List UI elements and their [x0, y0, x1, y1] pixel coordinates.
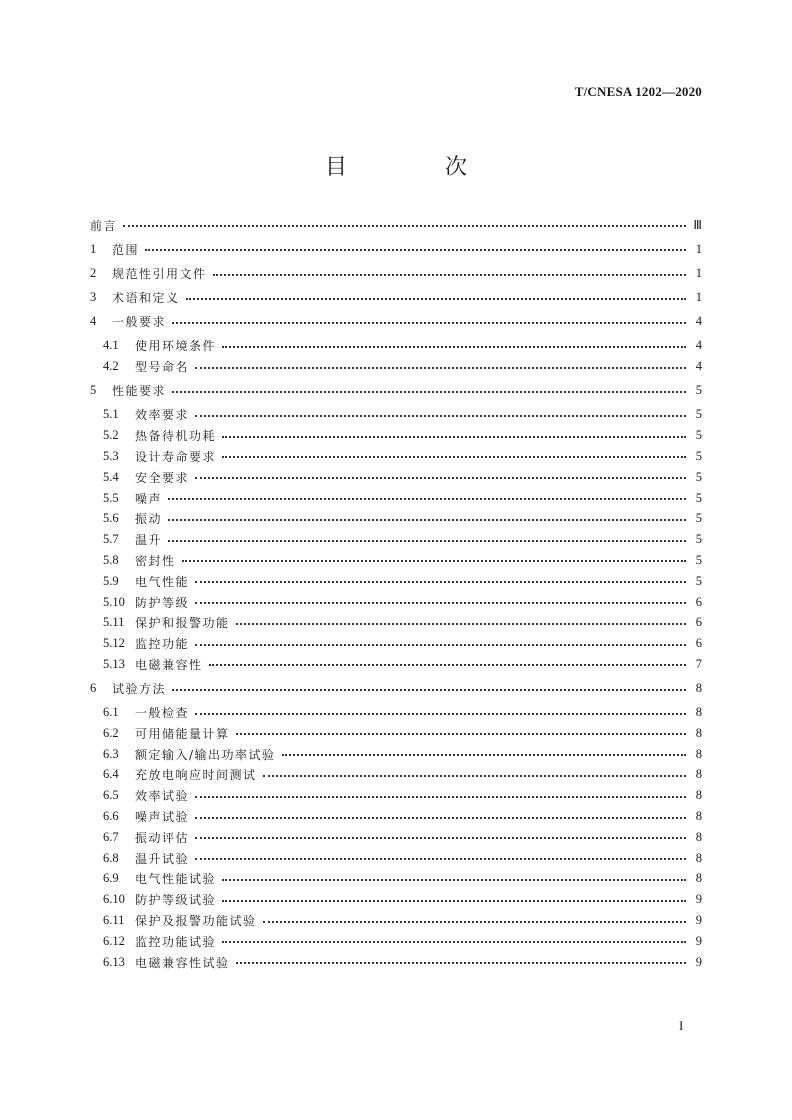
toc-entry-number: 6.9	[103, 871, 119, 886]
toc-dot-leader	[182, 560, 686, 562]
toc-entry-title: 电气性能试验	[135, 872, 217, 887]
toc-entry[interactable]	[90, 702, 702, 723]
toc-entry-number: 6.10	[103, 892, 125, 907]
toc-dot-leader	[195, 817, 686, 819]
toc-entry-number: 6	[90, 681, 97, 695]
toc-entry-number: 5	[90, 383, 97, 398]
toc-entry-number: 1	[90, 241, 97, 256]
toc-dot-leader	[195, 837, 686, 839]
toc-entry-page: 5	[695, 532, 702, 547]
toc-entry-number: 5.6	[103, 511, 119, 526]
toc-entry-title: 保护和报警功能	[135, 616, 230, 631]
toc-entry-page: 5	[695, 469, 702, 484]
toc-entry[interactable]	[90, 529, 702, 550]
toc-entry-number: 5.9	[103, 573, 119, 588]
toc-entry-page: 7	[695, 656, 702, 671]
page-number: I	[679, 1018, 684, 1033]
toc-entry-page: 8	[695, 746, 702, 761]
toc-entry[interactable]	[90, 287, 702, 308]
toc-dot-leader	[168, 498, 686, 500]
toc-entry[interactable]	[90, 827, 702, 848]
toc-entry[interactable]	[90, 612, 702, 633]
toc-entry-title: 术语和定义	[112, 291, 180, 306]
toc-entry[interactable]	[90, 425, 702, 446]
toc-entry-title: 安全要求	[135, 470, 190, 485]
toc-entry[interactable]	[90, 311, 702, 332]
toc-dot-leader	[209, 664, 686, 666]
toc-entry-page: 5	[695, 552, 702, 567]
toc-entry-title: 密封性	[135, 553, 176, 568]
toc-entry-page: 8	[695, 725, 702, 740]
toc-entry-page: 5	[695, 490, 702, 505]
toc-entry-page: 8	[695, 788, 702, 803]
toc-entry-title: 可用储能量计算	[135, 726, 230, 741]
toc-entry-title: 一般要求	[112, 315, 167, 330]
toc-dot-leader	[172, 391, 686, 393]
toc-entry-page: 8	[695, 705, 702, 720]
toc-entry-page: 9	[695, 913, 702, 928]
toc-entry-page: 9	[695, 933, 702, 948]
toc-entry-title: 温升试验	[135, 851, 190, 866]
toc-dot-leader	[263, 921, 686, 923]
table-of-contents	[90, 215, 702, 973]
toc-entry-title: 试验方法	[112, 682, 167, 696]
toc-dot-leader	[222, 941, 686, 943]
toc-entry-title: 规范性引用文件	[112, 267, 207, 282]
toc-entry[interactable]	[90, 467, 702, 488]
toc-entry-title: 性能要求	[112, 384, 167, 399]
toc-entry-page: 6	[695, 594, 702, 609]
toc-entry-number: 5.1	[103, 407, 119, 422]
toc-entry[interactable]	[90, 239, 702, 260]
toc-entry[interactable]	[90, 910, 702, 931]
toc-entry[interactable]	[90, 785, 702, 806]
toc-entry[interactable]	[90, 508, 702, 529]
toc-dot-leader	[222, 436, 686, 438]
toc-dot-leader	[222, 456, 686, 458]
toc-dot-leader	[123, 225, 686, 227]
toc-dot-leader	[222, 346, 686, 348]
toc-dot-leader	[172, 689, 686, 691]
toc-entry-title: 温升	[135, 533, 163, 548]
toc-dot-leader	[195, 713, 686, 715]
toc-entry-page: 1	[695, 266, 702, 281]
toc-entry[interactable]	[90, 723, 702, 744]
toc-entry-title: 效率试验	[135, 789, 190, 804]
toc-entry-number: 2	[90, 266, 97, 281]
toc-entry[interactable]	[90, 263, 702, 284]
toc-entry-title: 使用环境条件	[135, 339, 217, 354]
toc-entry-page: 5	[695, 511, 702, 526]
toc-entry[interactable]	[90, 952, 702, 973]
toc-entry-number: 5.3	[103, 448, 119, 463]
toc-dot-leader	[236, 623, 686, 625]
toc-entry[interactable]	[90, 215, 702, 236]
toc-entry-title: 额定输入/输出功率试验	[135, 747, 276, 762]
toc-entry[interactable]	[90, 550, 702, 571]
toc-dot-leader	[195, 415, 686, 417]
toc-entry[interactable]	[90, 806, 702, 827]
toc-entry-title: 防护等级试验	[135, 893, 217, 908]
toc-entry-number: 6.3	[103, 746, 119, 761]
toc-dot-leader	[282, 754, 686, 756]
toc-entry-title: 监控功能试验	[135, 934, 217, 949]
toc-entry-title: 设计寿命要求	[135, 449, 217, 464]
toc-dot-leader	[195, 477, 686, 479]
toc-dot-leader	[145, 249, 686, 251]
toc-dot-leader	[195, 858, 686, 860]
toc-entry-title: 电磁兼容性试验	[135, 955, 230, 970]
toc-dot-leader	[172, 322, 686, 324]
toc-entry-number: 6.13	[103, 954, 125, 969]
toc-entry-page: 5	[695, 407, 702, 422]
toc-entry[interactable]	[90, 931, 702, 952]
toc-entry[interactable]	[90, 446, 702, 467]
toc-entry-page: 1	[695, 290, 702, 305]
toc-entry-page: 5	[695, 448, 702, 463]
toc-entry-title: 保护及报警功能试验	[135, 914, 257, 929]
toc-entry-title: 振动评估	[135, 830, 190, 845]
toc-entry-number: 6.11	[103, 913, 125, 928]
toc-entry-number: 5.12	[103, 636, 125, 651]
toc-dot-leader	[236, 962, 686, 964]
toc-entry[interactable]	[90, 654, 702, 675]
toc-entry-number: 5.13	[103, 656, 125, 671]
toc-entry[interactable]	[90, 869, 702, 890]
toc-entry-page: 9	[695, 954, 702, 969]
toc-entry-number: 3	[90, 290, 97, 305]
toc-dot-leader	[168, 519, 686, 521]
toc-dot-leader	[195, 581, 686, 583]
toc-entry-title: 噪声	[135, 491, 163, 506]
toc-entry-page: 5	[695, 573, 702, 588]
toc-dot-leader	[263, 775, 686, 777]
toc-dot-leader	[213, 274, 686, 276]
toc-entry-page: 8	[695, 871, 702, 886]
toc-entry-number: 6.7	[103, 829, 119, 844]
toc-entry-number: 5.2	[103, 428, 119, 443]
toc-entry[interactable]	[90, 356, 702, 377]
toc-entry-page: 8	[695, 809, 702, 824]
toc-dot-leader	[195, 796, 686, 798]
toc-entry-number: 5.8	[103, 552, 119, 567]
toc-entry-page: Ⅲ	[693, 218, 702, 233]
toc-entry-number: 6.5	[103, 788, 119, 803]
toc-dot-leader	[236, 733, 686, 735]
toc-dot-leader	[222, 900, 686, 902]
toc-dot-leader	[222, 879, 686, 881]
toc-entry-number: 6.2	[103, 725, 119, 740]
toc-entry-title: 前言	[90, 218, 118, 233]
toc-entry-title: 监控功能	[135, 637, 190, 652]
toc-entry-title: 电磁兼容性	[135, 657, 203, 672]
toc-entry-page: 8	[695, 767, 702, 782]
toc-entry-page: 6	[695, 615, 702, 630]
toc-entry-number: 5.4	[103, 469, 119, 484]
toc-entry[interactable]	[90, 404, 702, 425]
toc-entry-title: 充放电响应时间测试	[135, 768, 257, 783]
toc-entry-page: 5	[695, 383, 702, 398]
toc-entry-page: 4	[695, 338, 702, 353]
toc-entry[interactable]	[90, 744, 702, 765]
toc-entry[interactable]	[90, 571, 702, 592]
toc-entry[interactable]	[90, 633, 702, 654]
toc-entry-page: 4	[695, 314, 702, 329]
toc-entry-title: 热备待机功耗	[135, 429, 217, 444]
toc-entry-title: 振动	[135, 512, 163, 527]
toc-entry-number: 6.8	[103, 850, 119, 865]
standard-code: T/CNESA 1202—2020	[574, 84, 702, 99]
toc-entry-number: 4.2	[103, 359, 119, 374]
toc-entry-number: 6.4	[103, 767, 119, 782]
toc-entry-page: 8	[695, 850, 702, 865]
toc-entry-page: 8	[695, 829, 702, 844]
toc-dot-leader	[195, 602, 686, 604]
toc-entry-title: 电气性能	[135, 574, 190, 589]
toc-entry[interactable]	[90, 765, 702, 786]
toc-entry-title: 效率要求	[135, 408, 190, 423]
toc-entry-number: 6.1	[103, 705, 119, 720]
toc-entry-number: 5.10	[103, 594, 125, 609]
toc-dot-leader	[195, 367, 686, 369]
toc-entry-page: 4	[695, 359, 702, 374]
toc-entry-page: 9	[695, 892, 702, 907]
toc-entry[interactable]	[90, 678, 702, 699]
toc-dot-leader	[186, 298, 686, 300]
toc-title: 目 次	[324, 155, 505, 180]
toc-entry[interactable]	[90, 488, 702, 509]
toc-entry-number: 6.6	[103, 809, 119, 824]
toc-entry-title: 防护等级	[135, 595, 190, 610]
toc-entry-page: 6	[695, 636, 702, 651]
toc-entry-page: 1	[695, 241, 702, 256]
toc-entry[interactable]	[90, 335, 702, 356]
toc-dot-leader	[168, 540, 686, 542]
toc-entry[interactable]	[90, 380, 702, 401]
toc-entry-page: 8	[695, 681, 702, 695]
toc-entry-number: 5.11	[103, 615, 125, 630]
toc-entry-title: 型号命名	[135, 360, 190, 375]
toc-entry-number: 6.12	[103, 933, 125, 948]
toc-dot-leader	[195, 644, 686, 646]
toc-entry-title: 噪声试验	[135, 810, 190, 825]
toc-entry[interactable]	[90, 889, 702, 910]
toc-entry-page: 5	[695, 428, 702, 443]
toc-entry[interactable]	[90, 848, 702, 869]
toc-entry-number: 5.5	[103, 490, 119, 505]
toc-entry[interactable]	[90, 592, 702, 613]
toc-entry-number: 4.1	[103, 338, 119, 353]
toc-entry-title: 一般检查	[135, 706, 190, 721]
toc-entry-number: 4	[90, 314, 97, 329]
toc-entry-title: 范围	[112, 242, 140, 257]
toc-entry-number: 5.7	[103, 532, 119, 547]
